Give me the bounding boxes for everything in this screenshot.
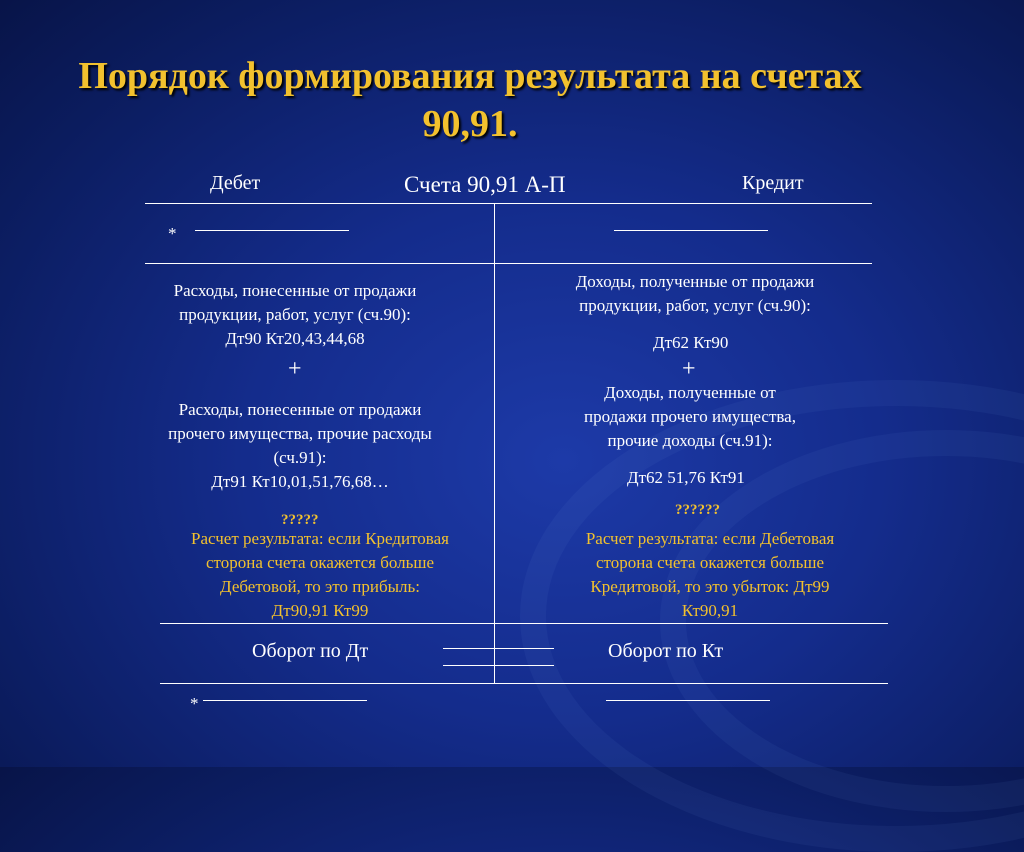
credit-header: Кредит [742,172,804,194]
page-title: Порядок формирования результата на счетах 90,91. [78,55,862,145]
debit-expenses-sales: Расходы, понесенные от продажи продукции, работ, услуг (сч.90): Дт90 Кт20,43,44,68 [173,281,417,348]
credit-result: Расчет результата: если Дебетовая сторона счета окажется больше Кредитовой, то это убыток: Дт99 Кт90,91 [585,529,835,620]
credit-plus: + [682,356,696,382]
closing-balance-star: * [190,694,199,713]
opening-balance-star: * [168,224,177,243]
debit-turnover-line [443,648,554,649]
turnover-bottom-rule [160,683,888,684]
header-rule [145,203,872,204]
credit-entry-sales: Дт62 Кт90 [653,333,729,352]
opening-balance-credit-line [614,230,768,231]
account-header: Счета 90,91 А-П [404,172,566,197]
debit-result: Расчет результата: если Кредитовая сторона счета окажется больше Дебетовой, то это прибыль: Дт90,91 Кт99 [191,529,449,620]
debit-header: Дебет [210,172,261,194]
credit-turnover-label: Оборот по Кт [608,640,724,662]
credit-income-sales: Доходы, полученные от продажи продукции, работ, услуг (сч.90): [575,272,815,315]
credit-income-other: Доходы, полученные от продажи прочего имущества, прочие доходы (сч.91): [584,383,796,450]
debit-turnover-line [443,665,554,666]
opening-rule [145,263,872,264]
opening-balance-debit-line [195,230,349,231]
closing-balance-credit-line [606,700,770,701]
debit-question: ????? [281,512,319,528]
debit-turnover-label: Оборот по Дт [252,640,369,662]
debit-plus: + [288,356,302,382]
credit-question: ?????? [675,502,720,518]
t-account-divider [494,203,495,683]
debit-expenses-other: Расходы, понесенные от продажи прочего имущества, прочие расходы (сч.91): Дт91 Кт10,01,51,76,68… [168,400,432,491]
turnover-top-rule [160,623,888,624]
credit-entry-other: Дт62 51,76 Кт91 [627,468,745,487]
closing-balance-debit-line [203,700,367,701]
